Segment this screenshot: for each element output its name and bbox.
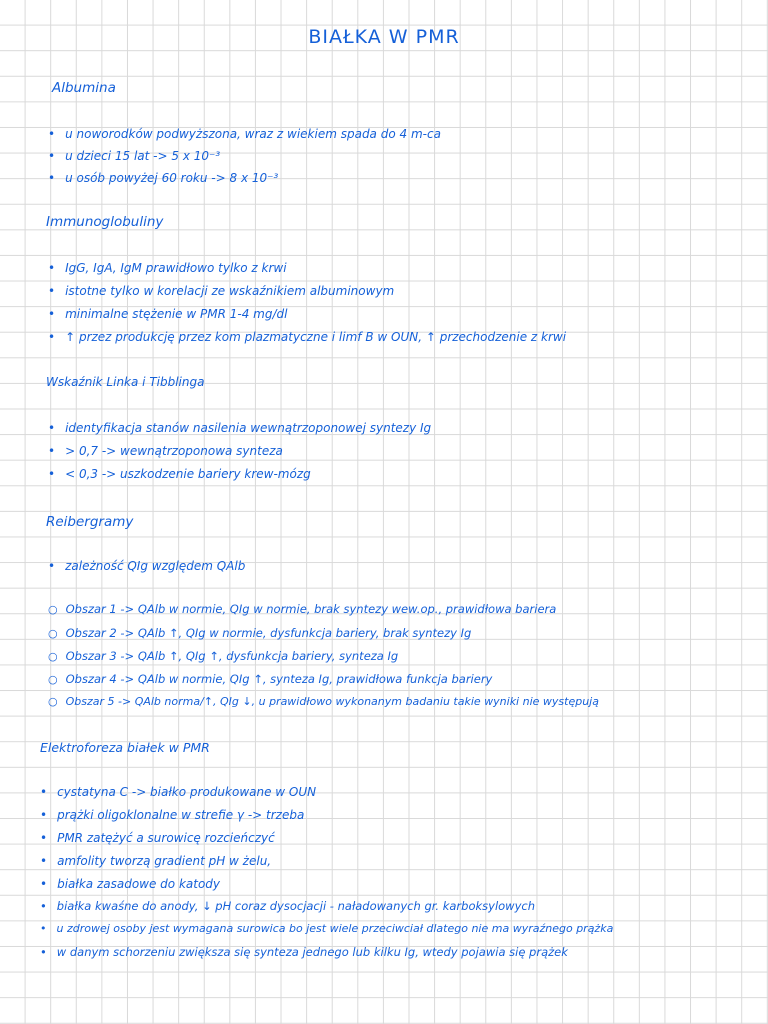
list-item: • ↑ przez produkcję przez kom plazmatyczne i limf B w OUN, ↑ przechodzenie z krwi	[48, 329, 566, 345]
list-item: • < 0,3 -> uszkodzenie bariery krew-mózg	[48, 466, 311, 482]
list-item: ○ Obszar 1 -> QAlb w normie, QIg w normie, brak syntezy wew.op., prawidłowa bariera	[48, 601, 556, 618]
list-item: • u dzieci 15 lat -> 5 x 10⁻³	[48, 148, 220, 164]
list-item: • amfolity tworzą gradient pH w żelu,	[40, 853, 271, 869]
section-heading-albumina: Albumina	[52, 80, 116, 96]
list-item: • cystatyna C -> białko produkowane w OUN	[40, 784, 316, 800]
list-item: • białka zasadowe do katody	[40, 876, 220, 892]
page-title: BIAŁKA W PMR	[308, 26, 460, 48]
list-item: ○ Obszar 3 -> QAlb ↑, QIg ↑, dysfunkcja bariery, synteza Ig	[48, 648, 398, 665]
list-item: ○ Obszar 4 -> QAlb w normie, QIg ↑, synteza Ig, prawidłowa funkcja bariery	[48, 671, 492, 688]
list-item: • identyfikacja stanów nasilenia wewnątrzoponowej syntezy Ig	[48, 420, 431, 436]
list-item: ○ Obszar 5 -> QAlb norma/↑, QIg ↓, u prawidłowo wykonanym badaniu takie wyniki nie występują	[48, 694, 599, 710]
list-item: • IgG, IgA, IgM prawidłowo tylko z krwi	[48, 260, 287, 276]
list-item: • u noworodków podwyższona, wraz z wiekiem spada do 4 m-ca	[48, 126, 441, 142]
list-item: • PMR zatężyć a surowicę rozcieńczyć	[40, 830, 275, 846]
section-heading-elektroforeza: Elektroforeza białek w PMR	[40, 740, 210, 755]
list-item: • białka kwaśne do anody, ↓ pH coraz dysocjacji - naładowanych gr. karboksylowych	[40, 898, 535, 914]
list-item: • u osób powyżej 60 roku -> 8 x 10⁻³	[48, 170, 278, 186]
list-item: • minimalne stężenie w PMR 1-4 mg/dl	[48, 306, 287, 322]
list-item: ○ Obszar 2 -> QAlb ↑, QIg w normie, dysfunkcja bariery, brak syntezy Ig	[48, 625, 471, 642]
section-heading-immunoglobuliny: Immunoglobuliny	[46, 214, 164, 230]
list-item: • prążki oligoklonalne w strefie γ -> trzeba	[40, 807, 304, 823]
list-item: • > 0,7 -> wewnątrzoponowa synteza	[48, 443, 283, 459]
list-item: • istotne tylko w korelacji ze wskaźnikiem albuminowym	[48, 283, 394, 299]
section-heading-wskaznik: Wskaźnik Linka i Tibblinga	[46, 375, 205, 389]
list-item: • zależność QIg względem QAlb	[48, 558, 245, 574]
list-item: • u zdrowej osoby jest wymagana surowica bo jest wiele przeciwciał dlatego nie ma wyraźnego prążka	[40, 921, 613, 937]
list-item: • w danym schorzeniu zwiększa się synteza jednego lub kilku Ig, wtedy pojawia się prążek	[40, 944, 568, 960]
section-heading-reibergramy: Reibergramy	[46, 514, 134, 530]
